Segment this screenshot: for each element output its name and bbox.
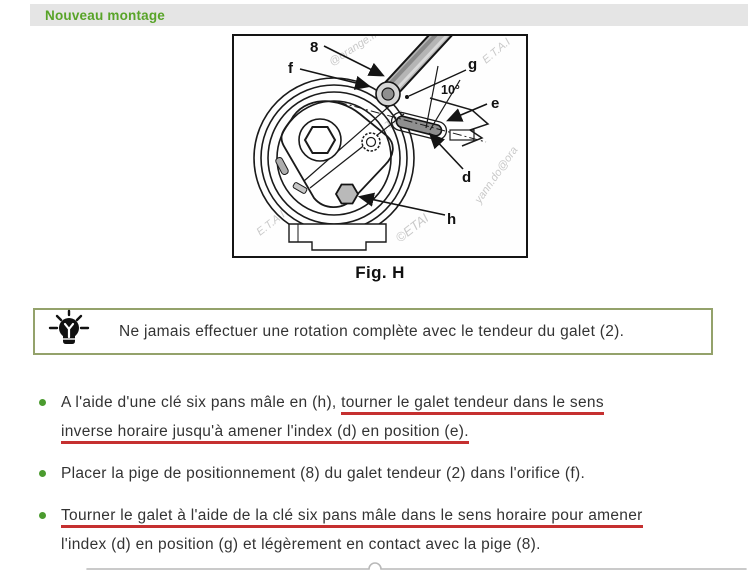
- instruction-text: [61, 501, 643, 559]
- lightbulb-icon: [47, 309, 91, 354]
- watermark-text: E.T.A.I: [254, 208, 288, 239]
- instruction-text: [61, 459, 585, 488]
- red-underlined-text: inverse horaire jusqu'à amener l'index (d) en position (e).: [61, 423, 469, 444]
- diagram-label-h: h: [447, 211, 457, 228]
- list-item: [30, 501, 738, 559]
- collapse-notch[interactable]: [85, 560, 748, 573]
- diagram-label-8: 8: [310, 39, 319, 56]
- bullet-icon: [39, 470, 46, 477]
- watermark-text: ©ETAI: [392, 210, 432, 246]
- note-text: Ne jamais effectuer une rotation complète avec le tendeur du galet (2).: [119, 322, 625, 340]
- hex-nut-h: [336, 185, 358, 204]
- plain-text: l'index (d) en position (g) et légèrement en contact avec la pige (8).: [61, 536, 541, 553]
- bullet-icon: [39, 399, 46, 406]
- diagram-label-g: g: [468, 56, 478, 73]
- watermark-text: E.T.A.I: [480, 36, 513, 67]
- red-underlined-text: Tourner le galet à l'aide de la clé six pans mâle dans le sens horaire pour amener: [61, 507, 643, 528]
- figure-box: [232, 34, 528, 258]
- plain-text: A l'aide d'une clé six pans mâle en (h),: [61, 394, 342, 411]
- plain-text: Placer la pige de positionnement (8) du galet tendeur (2) dans l'orifice (f).: [61, 465, 586, 482]
- base-bracket: [289, 224, 386, 250]
- watermark-text: yann.do@ora: [472, 144, 521, 206]
- red-underlined-text: tourner le galet tendeur dans le sens: [341, 394, 604, 415]
- list-item: [30, 388, 738, 446]
- note-box: [33, 308, 713, 355]
- diagram-label-d: d: [462, 169, 472, 186]
- section-header-bar: [30, 4, 748, 26]
- watermark-text: @orange.fr: [327, 36, 380, 69]
- section-divider: [85, 560, 748, 573]
- list-item: [30, 459, 738, 488]
- diagram-label-f: f: [288, 60, 293, 77]
- diagram-label-e: e: [491, 95, 500, 112]
- instruction-list: [30, 388, 738, 572]
- center-hex-bolt: [305, 127, 335, 153]
- figure-caption: Fig. H: [355, 263, 405, 282]
- tensioner-diagram: [234, 36, 526, 256]
- diagram-label-angle: 10°: [441, 83, 460, 97]
- bullet-icon: [39, 512, 46, 519]
- instruction-text: [61, 388, 604, 446]
- section-title: Nouveau montage: [45, 7, 166, 23]
